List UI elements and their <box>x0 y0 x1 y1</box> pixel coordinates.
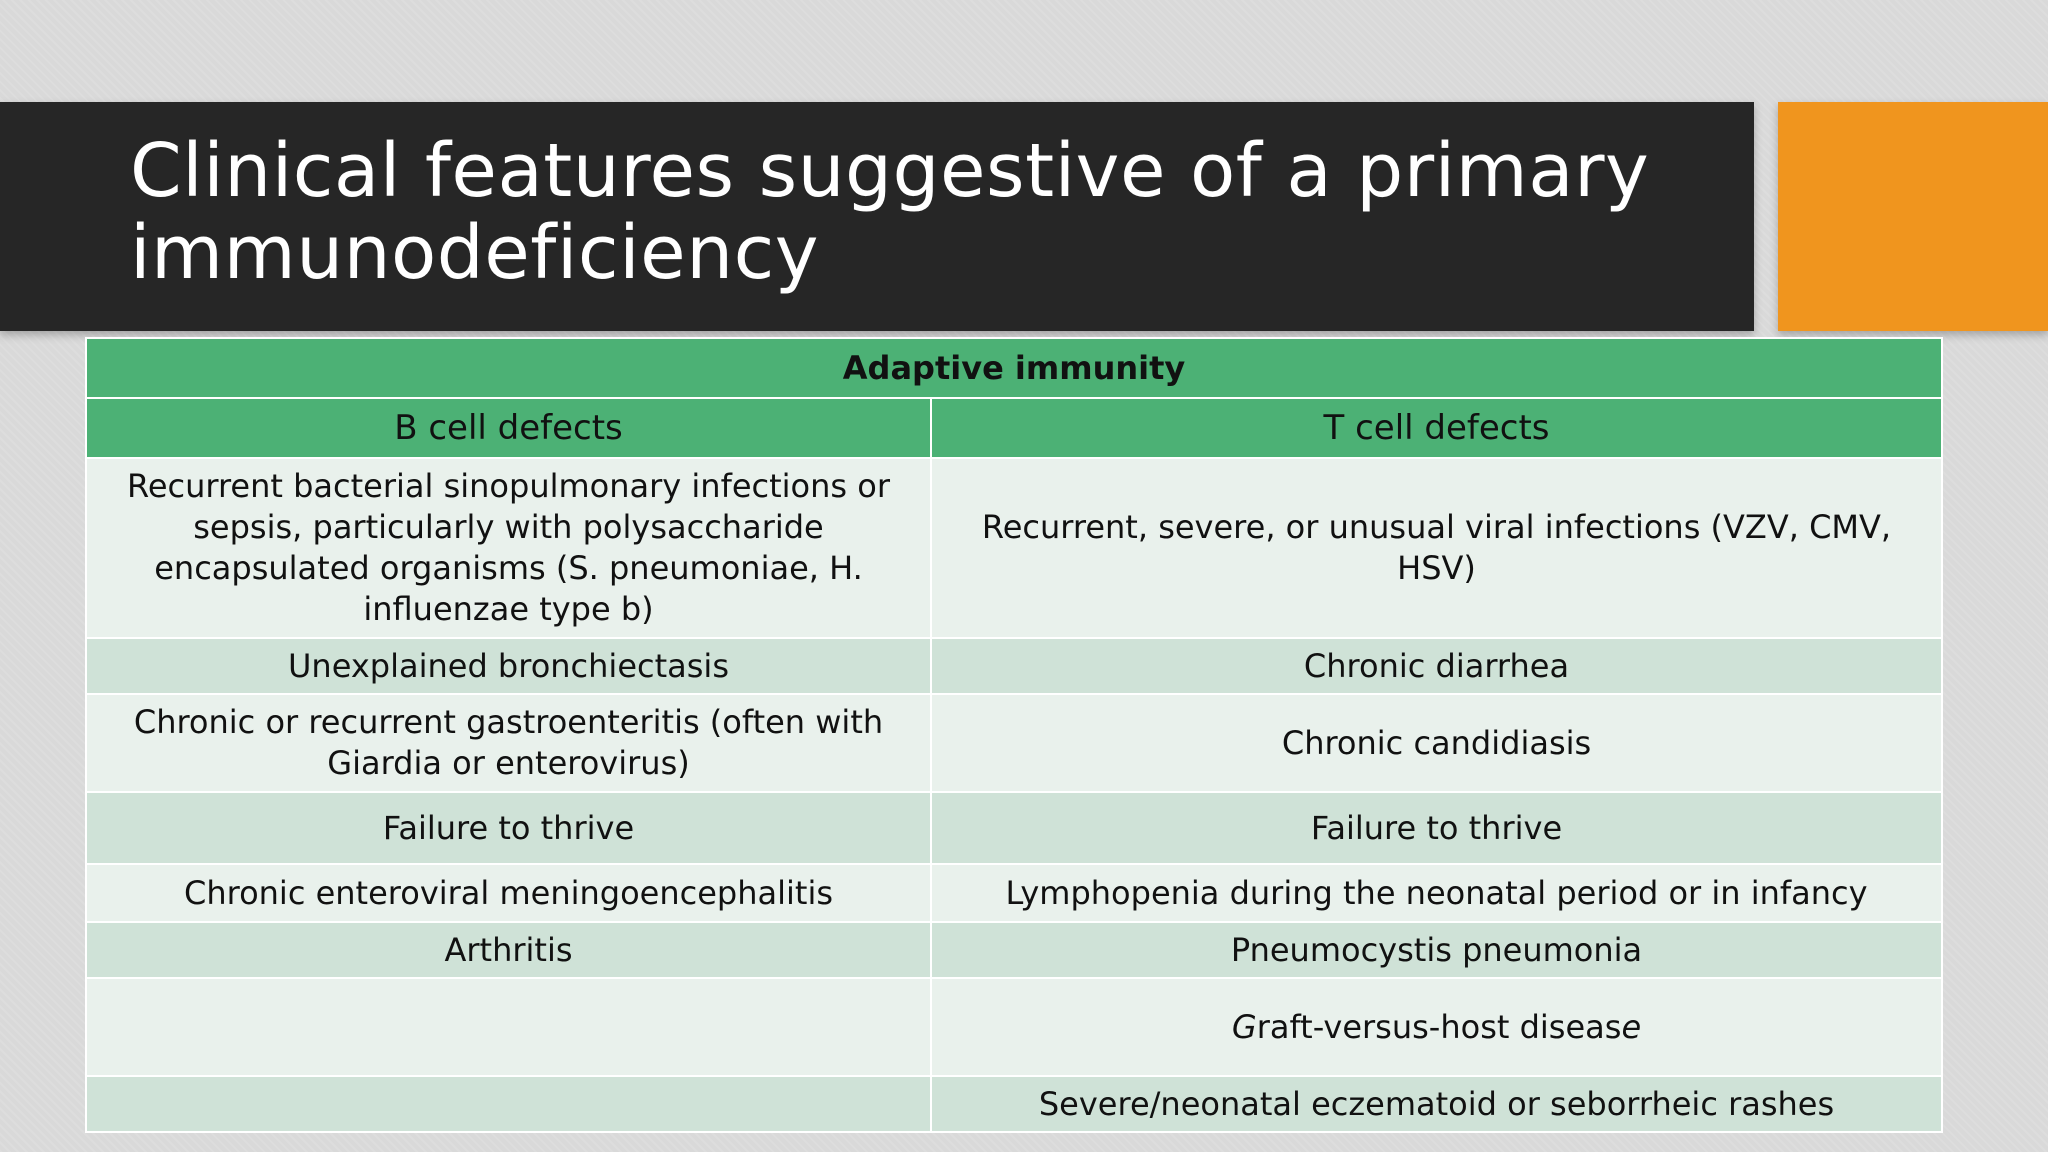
table-row <box>86 792 1942 864</box>
t-cell-item-mid: raft-versus-host diseas <box>1256 1007 1622 1046</box>
t-cell-item: Lymphopenia during the neonatal period or in infancy <box>931 864 1942 922</box>
table-row <box>86 864 1942 922</box>
t-cell-item-prefix: G <box>1231 1007 1257 1046</box>
t-cell-item-suffix: e <box>1621 1007 1642 1046</box>
b-cell-item: Unexplained bronchiectasis <box>86 638 931 694</box>
column-header-b-cell: B cell defects <box>86 398 931 458</box>
b-cell-item: Failure to thrive <box>86 792 931 864</box>
t-cell-item <box>931 978 1942 1076</box>
t-cell-item: Chronic candidiasis <box>931 694 1942 792</box>
table-heading-row <box>86 338 1942 398</box>
table-row <box>86 694 1942 792</box>
b-cell-item: Arthritis <box>86 922 931 978</box>
table-row <box>86 1076 1942 1132</box>
b-cell-item <box>86 1076 931 1132</box>
t-cell-item: Chronic diarrhea <box>931 638 1942 694</box>
b-cell-item: Recurrent bacterial sinopulmonary infections or sepsis, particularly with polysaccharide encapsulated organisms (S. pneumoniae, H. influenzae type b) <box>86 458 931 638</box>
t-cell-item: Recurrent, severe, or unusual viral infections (VZV, CMV, HSV) <box>931 458 1942 638</box>
table-row <box>86 922 1942 978</box>
column-header-t-cell: T cell defects <box>931 398 1942 458</box>
features-table <box>85 337 1943 1133</box>
b-cell-item: Chronic enteroviral meningoencephalitis <box>86 864 931 922</box>
table-row <box>86 978 1942 1076</box>
table-row <box>86 638 1942 694</box>
slide-title: Clinical features suggestive of a primary immunodeficiency <box>130 128 1650 296</box>
b-cell-item: Chronic or recurrent gastroenteritis (often with Giardia or enterovirus) <box>86 694 931 792</box>
table-row <box>86 458 1942 638</box>
t-cell-item: Severe/neonatal eczematoid or seborrheic rashes <box>931 1076 1942 1132</box>
column-header-row <box>86 398 1942 458</box>
b-cell-item <box>86 978 931 1076</box>
t-cell-item: Failure to thrive <box>931 792 1942 864</box>
table-heading: Adaptive immunity <box>86 338 1942 398</box>
accent-block <box>1778 102 2048 331</box>
t-cell-item: Pneumocystis pneumonia <box>931 922 1942 978</box>
